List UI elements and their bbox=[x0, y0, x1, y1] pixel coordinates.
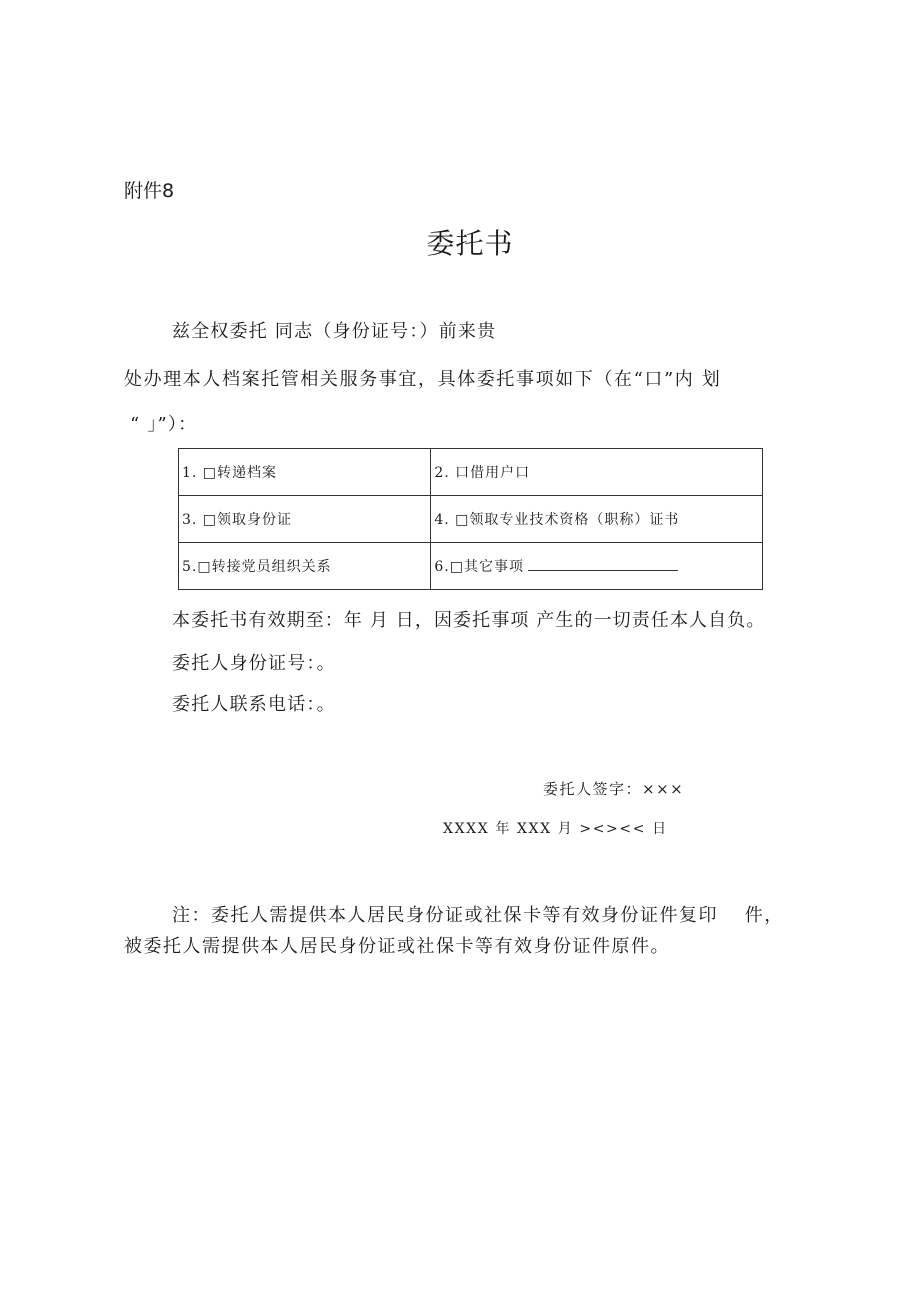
attachment-label: 附件8 bbox=[124, 180, 175, 202]
document-title: 委托书 bbox=[426, 227, 514, 260]
table-row bbox=[179, 449, 763, 496]
note-line-1: 注：委托人需提供本人居民身份证或社保卡等有效身份证件复印 件， bbox=[172, 905, 784, 926]
other-blank-line bbox=[528, 560, 678, 571]
paragraph-line-2: 处办理本人档案托管相关服务事宜，具体委托事项如下（在“口”内 划 bbox=[124, 369, 722, 390]
principal-phone: 委托人联系电话：。 bbox=[172, 694, 336, 715]
table-row bbox=[179, 496, 763, 543]
paragraph-line-3: “ 」”）： bbox=[130, 414, 198, 435]
item-borrow-hukou: 2. 口借用户口 bbox=[431, 449, 763, 496]
validity-statement: 本委托书有效期至：年 月 日，因委托事项 产生的一切责任本人自负。 bbox=[172, 610, 766, 631]
principal-signature: 委托人签字：××× bbox=[543, 780, 685, 798]
item-transfer-archive: 1. □转递档案 bbox=[179, 449, 431, 496]
item-other: 6.□其它事项 bbox=[434, 559, 524, 575]
item-party-relation: 5.□转接党员组织关系 bbox=[179, 543, 431, 590]
table-row bbox=[179, 543, 763, 590]
note-line-2: 被委托人需提供本人居民身份证或社保卡等有效身份证件原件。 bbox=[124, 936, 670, 957]
item-other-cell bbox=[431, 543, 763, 590]
principal-id-number: 委托人身份证号：。 bbox=[172, 653, 336, 674]
signature-date: XXXX 年 XXX 月 ><><< 日 bbox=[443, 821, 668, 837]
item-collect-id-card: 3. □领取身份证 bbox=[179, 496, 431, 543]
item-collect-certificate: 4. □领取专业技术资格（职称）证书 bbox=[431, 496, 763, 543]
paragraph-line-1: 兹全权委托 同志（身份证号：）前来贵 bbox=[172, 321, 497, 342]
entrust-items-table bbox=[178, 448, 763, 590]
